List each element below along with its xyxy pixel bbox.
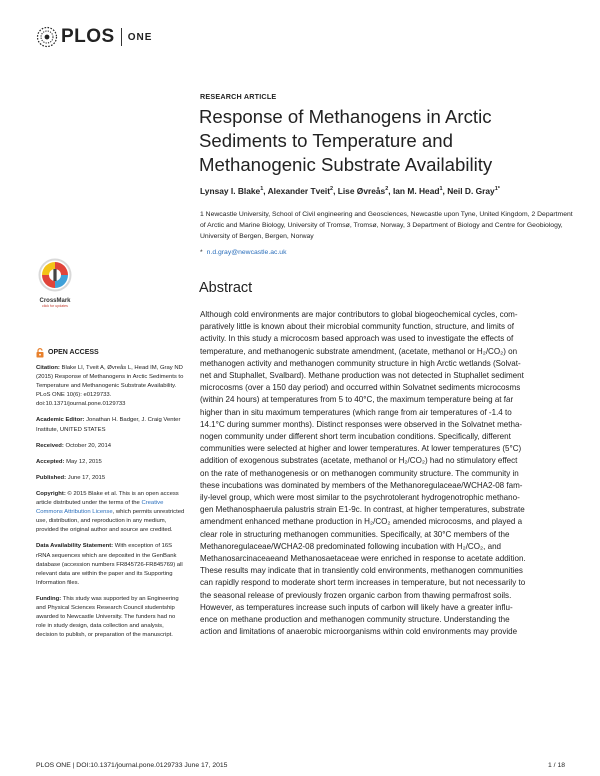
affiliations: 1 Newcastle University, School of Civil engineering and Geosciences, Newcastle upon Tyne, United Kingdom, 2 Department of Arctic and Marine Biology, University of Tromsø, Tromsø, Norway, 3 Department of Biology and Centre for Geobiology, University of Bergen, Bergen, Norway [200, 211, 573, 240]
abstract-line: addition of exogenous substrates (acetate, methanol or H₂/CO₂) had no stimulatory effect [200, 456, 518, 466]
page-number: 1 / 18 [548, 762, 566, 769]
asterisk-icon: * [200, 249, 203, 256]
published-date: Published: June 17, 2015 [36, 474, 106, 481]
logo-text: PLOS [61, 26, 115, 47]
abstract-line: (within 24 hours) at temperatures from 5 to 40°C, the maximum temperature being at far [200, 395, 514, 405]
author[interactable]: Lise Øvreås$^2$ [337, 186, 389, 196]
abstract-line: clear role in structuring methanogen communities. Specifically, at 30°C members of the [200, 529, 510, 539]
logo-divider [121, 28, 122, 46]
license-link[interactable]: Creative Commons Attribution License [36, 500, 164, 516]
abstract-line: the seasonal release of previously frozen organic carbon from thawing permafrost soils. [200, 590, 512, 600]
author[interactable]: Alexander Tveit$^2$ [267, 186, 334, 196]
abstract-line: nogen community under different short term incubation conditions. Specifically, different [200, 432, 511, 442]
abstract-line: amendment enhanced methane production in H₂/CO₂ amended microcosms, and played a [200, 517, 523, 527]
accepted-date: Accepted: May 12, 2015 [36, 458, 102, 465]
article-type: RESEARCH ARTICLE [200, 92, 277, 101]
corresponding-email-row [200, 249, 286, 256]
abstract-line: microcosms (over a 150 day period) and occurred within Solvatnet sediments microcosms [200, 383, 521, 393]
copyright: Copyright: © 2015 Blake et al. This is an open access article distributed under the terms of the Creative Commons Attribution License, which permits unrestricted use, distribution, and reproduction in any medium, provided the original author and source are credited. [36, 490, 185, 534]
abstract-line: action and limitations of anaerobic microorganisms within cold environments may provide [200, 627, 518, 637]
page-footer-citation: PLOS ONE | DOI:10.1371/journal.pone.0129733 June 17, 2015 [36, 762, 228, 769]
author-list: Lynsay I. Blake$^1$, Alexander Tveit$^2$, Lise Øvreås$^2$, Ian M. Head$^1$, Neil D. Gray$^{1*}$ [200, 186, 500, 196]
abstract-line: higher than in situ maximum temperatures (which range from air temperatures of -1.4 to [200, 407, 512, 417]
citation: Citation: Blake LI, Tveit A, Øvreås L, Head IM, Gray ND (2015) Response of Methanogens in Arctic Sediments to Temperature and Methanogenic Substrate Availability. PLoS ONE 10(6): e0129733. doi:10.1371/journal.pone.0129733 [36, 365, 184, 408]
corresponding-email-link[interactable]: n.d.gray@newcastle.ac.uk [206, 249, 287, 256]
abstract-line: paratively little is known about their microbial community function, structure, and limits of [200, 322, 514, 332]
academic-editor: Academic Editor: Jonathan H. Badger, J. Craig Venter Institute, UNITED STATES [36, 417, 181, 433]
abstract-line: ily-level group, which were most similar to the psychrotolerant hydrogenotrophic methano- [200, 493, 520, 503]
abstract-line: Although cold environments are major contributors to global biogeochemical cycles, com- [200, 310, 518, 319]
author[interactable]: Lynsay I. Blake$^1$ [200, 186, 264, 196]
open-access-badge: OPEN ACCESS [36, 348, 186, 358]
abstract-line: However, as temperatures increase such inputs of carbon will likely have a greater influ- [200, 602, 513, 612]
abstract-line: 14.1°C during summer months). Distinct responses were observed in the Solvatnet metha- [200, 419, 523, 429]
crossmark-icon [38, 258, 72, 292]
received-date: Received: October 20, 2014 [36, 442, 112, 449]
open-lock-icon [36, 348, 44, 358]
abstract-line: These results may indicate that in transiently cold environments, methanogen communities [200, 566, 523, 576]
author[interactable]: Ian M. Head$^1$ [392, 186, 443, 196]
abstract-line: gen Methanosphaerula palustris strain E1-9c. In contrast, at higher temperatures, substrate [200, 505, 525, 515]
crossmark-sublabel: click for updates [42, 304, 68, 308]
abstract-line: ence on methane production and methanogen community structure. Understanding the [200, 615, 510, 625]
author[interactable]: Neil D. Gray$^{1*}$ [447, 186, 500, 196]
abstract-line: activity. In this study a microcosm based approach was used to investigate the effects of [200, 334, 514, 344]
abstract-line: communities were selected at higher and lower temperatures. At lower temperatures (5°C) [200, 444, 522, 454]
abstract-body [200, 309, 577, 638]
abstract-line: Methanoregulaceae/WCHA2-08 predominated following incubation with H₂/CO₂, and [200, 541, 502, 551]
crossmark-badge[interactable] [38, 258, 72, 308]
article-info-sidebar [36, 348, 186, 647]
abstract-line: temperature, and methanogenic substrate amendment, (acetate, methanol or H₂/CO₂) on [200, 346, 518, 356]
abstract-line: Methanosarcinaceaeand Methanosaetaceae were enriched in response to acetate addition. [200, 554, 526, 564]
abstract-heading: Abstract [199, 280, 253, 296]
abstract-line: can rapidly respond to moderate short term increases in temperature, but not necessarily to [200, 578, 526, 588]
crossmark-label: CrossMark [39, 298, 71, 304]
journal-logo [36, 26, 152, 48]
abstract-line: on the rate of methanogenesis or on methanogen community structure. The community in [200, 468, 519, 478]
plos-logo-icon [36, 26, 58, 48]
abstract-line: net and Stuphallet, Svalbard). Methane production was not detected in Stuphallet sediment [200, 371, 524, 381]
abstract-line: these incubations was dominated by members of the Methanoregulaceae/WCHA2-08 fam- [200, 480, 523, 490]
journal-name: ONE [127, 31, 153, 43]
article-title: Response of Methanogens in Arctic Sediments to Temperature and Methanogenic Substrate Availability [199, 106, 493, 175]
abstract-line: methanogen activity and methanogen community structure in high Arctic wetlands (Solvat- [200, 358, 521, 368]
funding: Funding: This study was supported by an Engineering and Physical Sciences Research Council studentship awarded to Newcastle University. The funders had no role in study design, data collection and analysis, decision to publish, or preparation of the manuscript. [36, 595, 179, 639]
data-availability: Data Availability Statement: With exception of 16S rRNA sequences which are deposited in the GenBank database (accession numbers FR845726-FR845769) all relevant data are within the paper and its Supporting Information files. [36, 543, 183, 586]
